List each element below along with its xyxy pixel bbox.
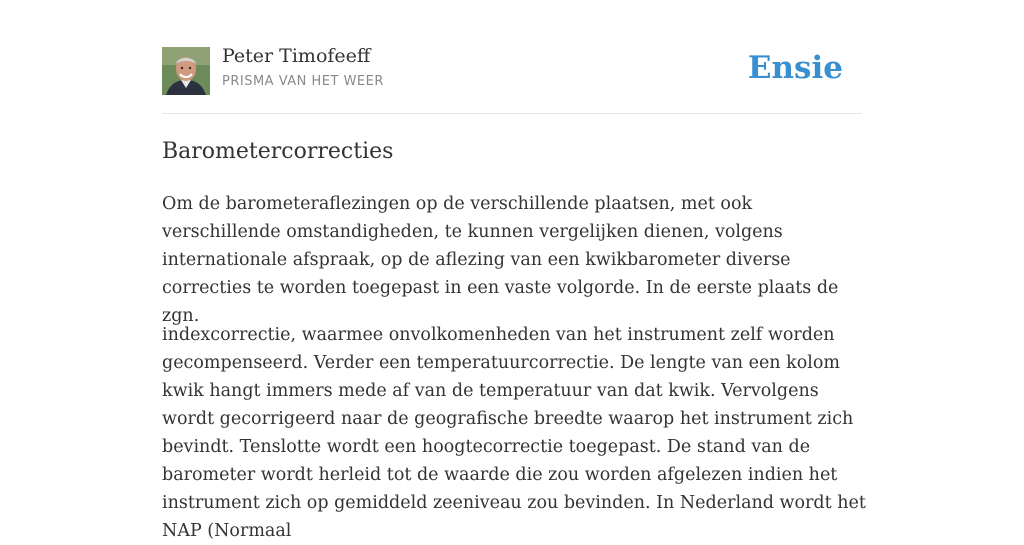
article-paragraph: indexcorrectie, waarmee onvolkomenheden van het instrument zelf worden gecompenseerd. Verder een temperatuurcorrectie. De lengte van een kolom kwik hangt immers mede af van de temperatuur van dat kwik. Vervolgens wordt gecorrigeerd naar de geografische breedte waarop het instrument zich bevindt. Tenslotte wordt een hoogtecorrectie toegepast. De stand van de barometer wordt herleid tot de waarde die zou worden afgelezen indien het instrument zich op gemiddeld zeeniveau zou bevinden. In Nederland wordt het NAP (Normaal (162, 325, 866, 541)
article-container (162, 0, 866, 541)
article-paragraph: Om de barometeraflezingen op de verschillende plaatsen, met ook verschillende omstandigheden, te kunnen vergelijken dienen, volgens internationale afspraak, op de aflezing van een kwikbarometer diverse correcties te worden toegepast in een vaste volgorde. In de eerste plaats de zgn. (162, 194, 839, 326)
author-name[interactable]: Peter Timofeeff (222, 45, 371, 67)
brand-logo[interactable]: Ensie (747, 50, 843, 86)
article-title: Barometercorrecties (162, 139, 394, 164)
author-photo (162, 47, 210, 95)
author-avatar[interactable] (162, 47, 210, 95)
article-header (162, 0, 862, 114)
author-source[interactable]: PRISMA VAN HET WEER (222, 74, 384, 89)
